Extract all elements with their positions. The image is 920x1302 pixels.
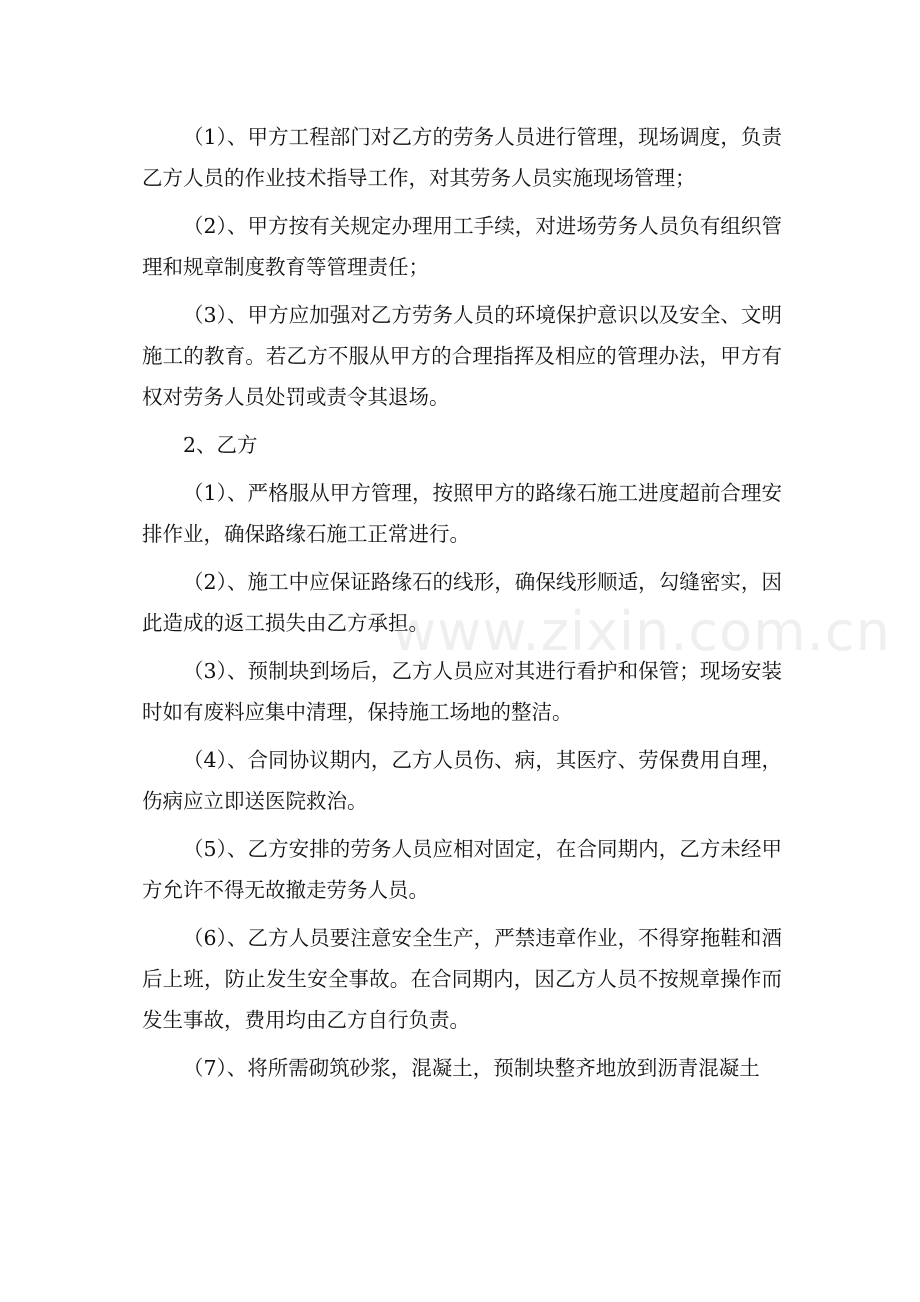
watermark-text: www.zixin.com.cn xyxy=(392,600,891,663)
section-heading-party-b: 2、乙方 xyxy=(183,433,258,457)
paragraph-3: （3）、甲方应加强对乙方劳务人员的环境保护意识以及安全、文明施工的教育。若乙方不服从甲方的合理指挥及相应的管理办法，甲方有权对劳务人员处罚或责令其退场。 xyxy=(142,303,782,409)
paragraph-5: （1）、严格服从甲方管理，按照甲方的路缘石施工进度超前合理安排作业，确保路缘石施工正常进行。 xyxy=(142,481,782,546)
paragraph-6: （2）、施工中应保证路缘石的线形，确保线形顺适，勾缝密实，因此造成的返工损失由乙方承担。 xyxy=(142,570,782,635)
paragraph-10: （6）、乙方人员要注意安全生产，严禁违章作业，不得穿拖鞋和酒后上班，防止发生安全事故。在合同期内，因乙方人员不按规章操作而发生事故，费用均由乙方自行负责。 xyxy=(142,926,782,1032)
document-body xyxy=(142,117,782,1096)
paragraph-2: （2）、甲方按有关规定办理用工手续，对进场劳务人员负有组织管理和规章制度教育等管理责任； xyxy=(142,214,782,279)
paragraph-7: （3）、预制块到场后，乙方人员应对其进行看护和保管；现场安装时如有废料应集中清理，保持施工场地的整洁。 xyxy=(142,659,782,724)
paragraph-1: （1）、甲方工程部门对乙方的劳务人员进行管理，现场调度，负责乙方人员的作业技术指导工作，对其劳务人员实施现场管理； xyxy=(142,125,782,190)
paragraph-11: （7）、将所需砌筑砂浆，混凝土，预制块整齐地放到沥青混凝土 xyxy=(183,1056,760,1080)
paragraph-9: （5）、乙方安排的劳务人员应相对固定，在合同期内，乙方未经甲方允许不得无故撤走劳务人员。 xyxy=(142,837,782,902)
paragraph-8: （4）、合同协议期内，乙方人员伤、病，其医疗、劳保费用自理，伤病应立即送医院救治。 xyxy=(142,748,782,813)
